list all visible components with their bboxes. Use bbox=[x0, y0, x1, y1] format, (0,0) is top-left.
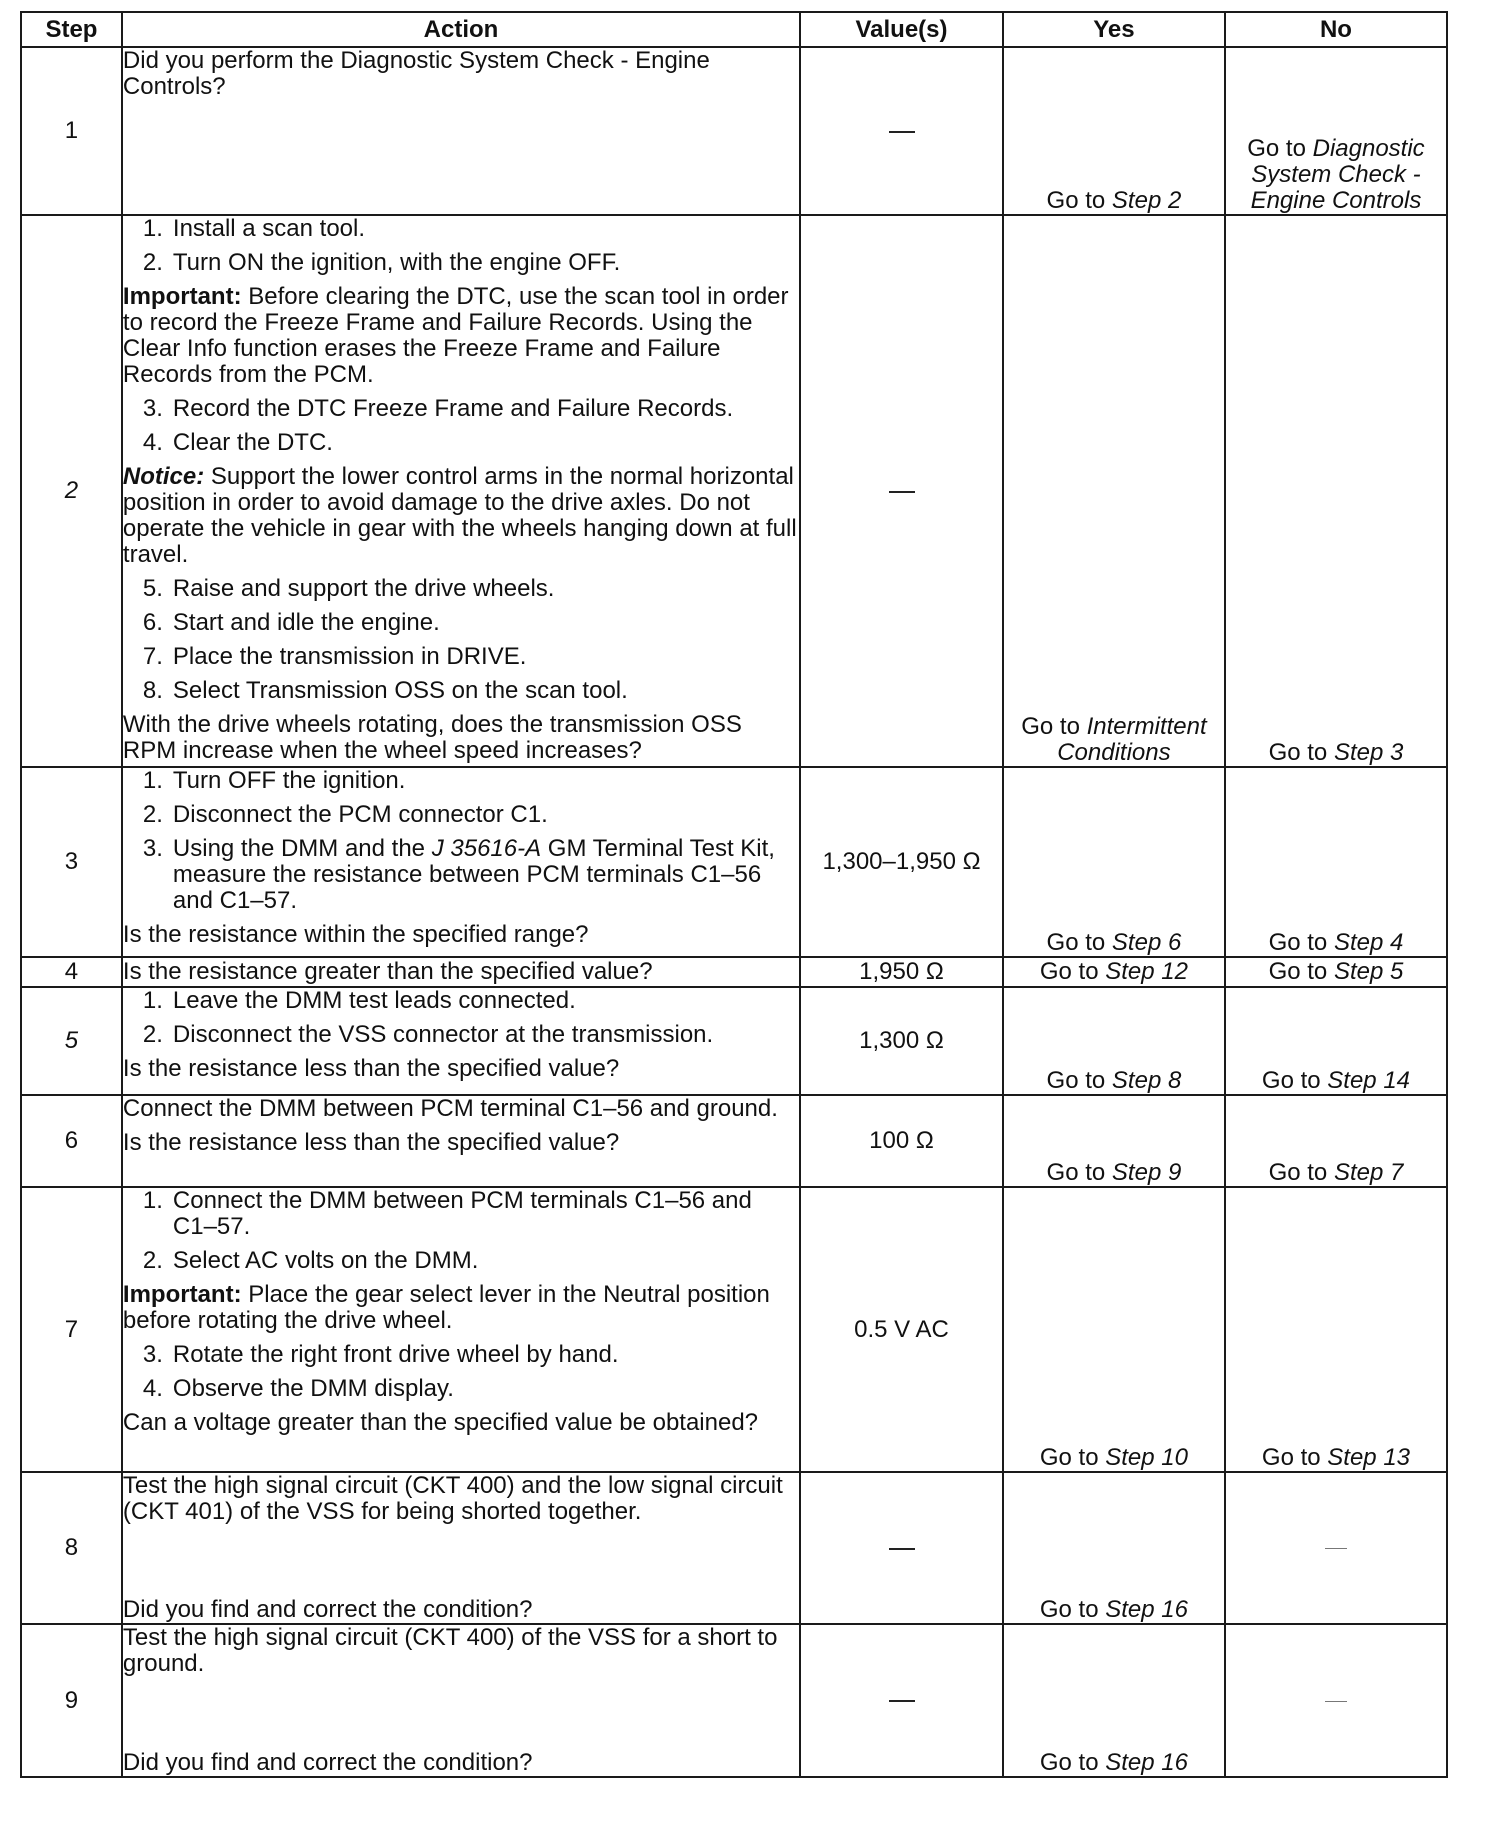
action-text: Test the high signal circuit (CKT 400) and the low signal circuit (CKT 401) of the VSS for being shorted together. bbox=[122, 1472, 783, 1525]
item-text: Record the DTC Freeze Frame and Failure Records. bbox=[172, 395, 734, 422]
action-item bbox=[123, 216, 799, 242]
item-text: Select AC volts on the DMM. bbox=[172, 1247, 479, 1274]
important-note bbox=[123, 1282, 799, 1334]
dash-mark bbox=[889, 131, 915, 133]
yes-target: Step 16 bbox=[1105, 1596, 1188, 1623]
item-number: 5. bbox=[142, 575, 163, 602]
table-row bbox=[21, 215, 1447, 767]
action-cell bbox=[122, 987, 800, 1095]
notice-text: Support the lower control arms in the normal horizontal position in order to avoid damage to the drive axles. Do not operate the vehicle in gear with the wheels hanging down at full travel. bbox=[122, 463, 797, 568]
item-text: Turn OFF the ignition. bbox=[172, 767, 406, 794]
no-cell bbox=[1225, 957, 1447, 987]
notice-note bbox=[123, 464, 799, 568]
goto-label: Go to bbox=[1046, 1067, 1106, 1094]
goto-label: Go to bbox=[1261, 1067, 1321, 1094]
item-number: 4. bbox=[142, 429, 163, 456]
dash-mark bbox=[1325, 1548, 1347, 1549]
no-target: Step 14 bbox=[1327, 1067, 1411, 1094]
action-cell bbox=[122, 215, 800, 767]
no-cell bbox=[1225, 1472, 1447, 1624]
action-item bbox=[123, 396, 799, 422]
dash-mark bbox=[889, 1548, 915, 1550]
action-cell bbox=[122, 1187, 800, 1472]
important-label: Important: bbox=[122, 1281, 242, 1308]
goto-label: Go to bbox=[1039, 1596, 1099, 1623]
header-row bbox=[21, 12, 1447, 47]
action-question: Is the resistance less than the specified value? bbox=[122, 1129, 620, 1156]
item-text: Observe the DMM display. bbox=[172, 1375, 454, 1402]
step-number: 3 bbox=[21, 767, 122, 957]
header-yes: Yes bbox=[1003, 12, 1225, 47]
no-target: Step 13 bbox=[1327, 1444, 1411, 1471]
action-item bbox=[123, 1188, 799, 1240]
item-text: Raise and support the drive wheels. bbox=[172, 575, 555, 602]
dash-mark bbox=[889, 1700, 915, 1702]
yes-target: Intermittent Conditions bbox=[1057, 713, 1207, 766]
important-note bbox=[123, 284, 799, 388]
item-number: 7. bbox=[142, 643, 163, 670]
yes-cell bbox=[1003, 767, 1225, 957]
item-number: 2. bbox=[142, 801, 163, 828]
action-item bbox=[123, 988, 799, 1014]
yes-target: Step 2 bbox=[1111, 187, 1182, 214]
item-text: Using the DMM and the bbox=[172, 835, 426, 862]
item-text: Place the transmission in DRIVE. bbox=[172, 643, 527, 670]
no-cell bbox=[1225, 47, 1447, 215]
item-number: 4. bbox=[142, 1375, 163, 1402]
table-row bbox=[21, 1187, 1447, 1472]
step-number: 6 bbox=[21, 1095, 122, 1187]
item-text: Leave the DMM test leads connected. bbox=[172, 987, 576, 1014]
yes-cell bbox=[1003, 957, 1225, 987]
table-row bbox=[21, 1472, 1447, 1624]
table-row bbox=[21, 987, 1447, 1095]
value-cell: 1,300 Ω bbox=[800, 987, 1003, 1095]
goto-label: Go to bbox=[1247, 135, 1306, 162]
diagnostic-table bbox=[20, 11, 1448, 1778]
table-row bbox=[21, 47, 1447, 215]
action-text: Did you perform the Diagnostic System Check - Engine Controls? bbox=[122, 47, 710, 100]
action-item bbox=[123, 678, 799, 704]
goto-label: Go to bbox=[1268, 958, 1328, 985]
dash-mark bbox=[1325, 1701, 1347, 1702]
action-question: Is the resistance within the specified range? bbox=[122, 921, 589, 948]
item-text: Install a scan tool. bbox=[172, 215, 366, 242]
action-question: With the drive wheels rotating, does the transmission OSS RPM increase when the wheel speed increases? bbox=[122, 711, 742, 764]
action-text: Test the high signal circuit (CKT 400) of the VSS for a short to ground. bbox=[122, 1624, 778, 1677]
item-number: 2. bbox=[142, 1021, 163, 1048]
action-cell bbox=[122, 767, 800, 957]
no-target: Step 7 bbox=[1333, 1159, 1404, 1186]
no-target: Step 3 bbox=[1333, 739, 1404, 766]
value-cell: 1,300–1,950 Ω bbox=[800, 767, 1003, 957]
no-cell bbox=[1225, 215, 1447, 767]
step-number: 9 bbox=[21, 1624, 122, 1777]
action-question: Is the resistance greater than the specified value? bbox=[122, 958, 653, 985]
yes-target: Step 9 bbox=[1111, 1159, 1182, 1186]
yes-target: Step 6 bbox=[1111, 929, 1182, 956]
no-cell bbox=[1225, 1095, 1447, 1187]
value-cell: 0.5 V AC bbox=[800, 1187, 1003, 1472]
yes-cell bbox=[1003, 1095, 1225, 1187]
item-number: 1. bbox=[142, 767, 163, 794]
yes-target: Step 10 bbox=[1105, 1444, 1188, 1471]
item-text: Connect the DMM between PCM terminals C1–56 and C1–57. bbox=[172, 1187, 752, 1240]
item-text: Clear the DTC. bbox=[172, 429, 333, 456]
action-cell bbox=[122, 1624, 800, 1777]
action-item bbox=[123, 250, 799, 276]
yes-cell bbox=[1003, 1624, 1225, 1777]
item-text: Disconnect the VSS connector at the transmission. bbox=[172, 1021, 714, 1048]
yes-target: Step 16 bbox=[1105, 1749, 1188, 1776]
item-number: 2. bbox=[142, 1247, 163, 1274]
step-number: 4 bbox=[21, 957, 122, 987]
table-row bbox=[21, 1095, 1447, 1187]
goto-label: Go to bbox=[1046, 929, 1106, 956]
goto-label: Go to bbox=[1268, 1159, 1328, 1186]
yes-cell bbox=[1003, 47, 1225, 215]
action-question: Is the resistance less than the specified value? bbox=[122, 1055, 620, 1082]
action-cell bbox=[122, 1095, 800, 1187]
value-cell bbox=[800, 1472, 1003, 1624]
item-number: 1. bbox=[142, 215, 163, 242]
item-number: 1. bbox=[142, 1187, 163, 1214]
step-number: 5 bbox=[21, 987, 122, 1095]
item-number: 3. bbox=[142, 395, 163, 422]
goto-label: Go to bbox=[1039, 1444, 1099, 1471]
action-question: Can a voltage greater than the specified value be obtained? bbox=[122, 1409, 759, 1436]
goto-label: Go to bbox=[1039, 1749, 1099, 1776]
action-item bbox=[123, 610, 799, 636]
action-item bbox=[123, 1342, 799, 1368]
action-item bbox=[123, 836, 799, 914]
item-text: Select Transmission OSS on the scan tool. bbox=[172, 677, 628, 704]
dash-mark bbox=[889, 491, 915, 493]
goto-label: Go to bbox=[1046, 1159, 1106, 1186]
no-target: Step 5 bbox=[1333, 958, 1404, 985]
item-number: 1. bbox=[142, 987, 163, 1014]
value-cell: 1,950 Ω bbox=[800, 957, 1003, 987]
action-item bbox=[123, 1248, 799, 1274]
action-cell bbox=[122, 47, 800, 215]
header-action: Action bbox=[122, 12, 800, 47]
action-item bbox=[123, 1376, 799, 1402]
item-text: Disconnect the PCM connector C1. bbox=[172, 801, 548, 828]
value-cell bbox=[800, 47, 1003, 215]
important-label: Important: bbox=[122, 283, 242, 310]
table-row bbox=[21, 957, 1447, 987]
yes-target: Step 8 bbox=[1111, 1067, 1182, 1094]
action-item bbox=[123, 644, 799, 670]
action-cell bbox=[122, 1472, 800, 1624]
goto-label: Go to bbox=[1268, 929, 1328, 956]
step-number: 8 bbox=[21, 1472, 122, 1624]
header-no: No bbox=[1225, 12, 1447, 47]
step-number: 7 bbox=[21, 1187, 122, 1472]
important-text: Place the gear select lever in the Neutral position before rotating the drive wheel. bbox=[122, 1281, 770, 1334]
value-cell bbox=[800, 1624, 1003, 1777]
tool-name: J 35616-A bbox=[431, 835, 542, 862]
step-number: 2 bbox=[21, 215, 122, 767]
item-number: 3. bbox=[142, 1341, 163, 1368]
item-number: 6. bbox=[142, 609, 163, 636]
action-item bbox=[123, 576, 799, 602]
yes-target: Step 12 bbox=[1105, 958, 1188, 985]
action-item bbox=[123, 430, 799, 456]
header-step: Step bbox=[21, 12, 122, 47]
goto-label: Go to bbox=[1021, 713, 1080, 740]
item-text: GM Terminal Test Kit, measure the resistance between PCM terminals C1–56 and C1–57. bbox=[172, 835, 775, 914]
no-cell bbox=[1225, 1624, 1447, 1777]
table-row bbox=[21, 767, 1447, 957]
no-target: Diagnostic System Check - Engine Controls bbox=[1250, 135, 1425, 214]
goto-label: Go to bbox=[1039, 958, 1099, 985]
action-text: Connect the DMM between PCM terminal C1–56 and ground. bbox=[122, 1095, 778, 1122]
action-question: Did you find and correct the condition? bbox=[122, 1596, 533, 1623]
table-row bbox=[21, 1624, 1447, 1777]
action-item bbox=[123, 768, 799, 794]
step-number: 1 bbox=[21, 47, 122, 215]
no-cell bbox=[1225, 767, 1447, 957]
value-cell bbox=[800, 215, 1003, 767]
item-number: 3. bbox=[142, 835, 163, 862]
goto-label: Go to bbox=[1268, 739, 1328, 766]
action-item bbox=[123, 1022, 799, 1048]
no-target: Step 4 bbox=[1333, 929, 1404, 956]
item-number: 8. bbox=[142, 677, 163, 704]
item-text: Rotate the right front drive wheel by hand. bbox=[172, 1341, 619, 1368]
item-text: Start and idle the engine. bbox=[172, 609, 440, 636]
yes-cell bbox=[1003, 215, 1225, 767]
action-cell bbox=[122, 957, 800, 987]
yes-cell bbox=[1003, 987, 1225, 1095]
value-cell: 100 Ω bbox=[800, 1095, 1003, 1187]
action-question: Did you find and correct the condition? bbox=[122, 1749, 533, 1776]
notice-label: Notice: bbox=[122, 463, 205, 490]
yes-cell bbox=[1003, 1472, 1225, 1624]
no-cell bbox=[1225, 987, 1447, 1095]
item-text: Turn ON the ignition, with the engine OFF. bbox=[172, 249, 621, 276]
goto-label: Go to bbox=[1046, 187, 1106, 214]
action-item bbox=[123, 802, 799, 828]
item-number: 2. bbox=[142, 249, 163, 276]
yes-cell bbox=[1003, 1187, 1225, 1472]
important-text: Before clearing the DTC, use the scan tool in order to record the Freeze Frame and Failure Records. Using the Clear Info function erases the Freeze Frame and Failure Records from the PCM. bbox=[122, 283, 789, 388]
header-values: Value(s) bbox=[800, 12, 1003, 47]
goto-label: Go to bbox=[1261, 1444, 1321, 1471]
no-cell bbox=[1225, 1187, 1447, 1472]
